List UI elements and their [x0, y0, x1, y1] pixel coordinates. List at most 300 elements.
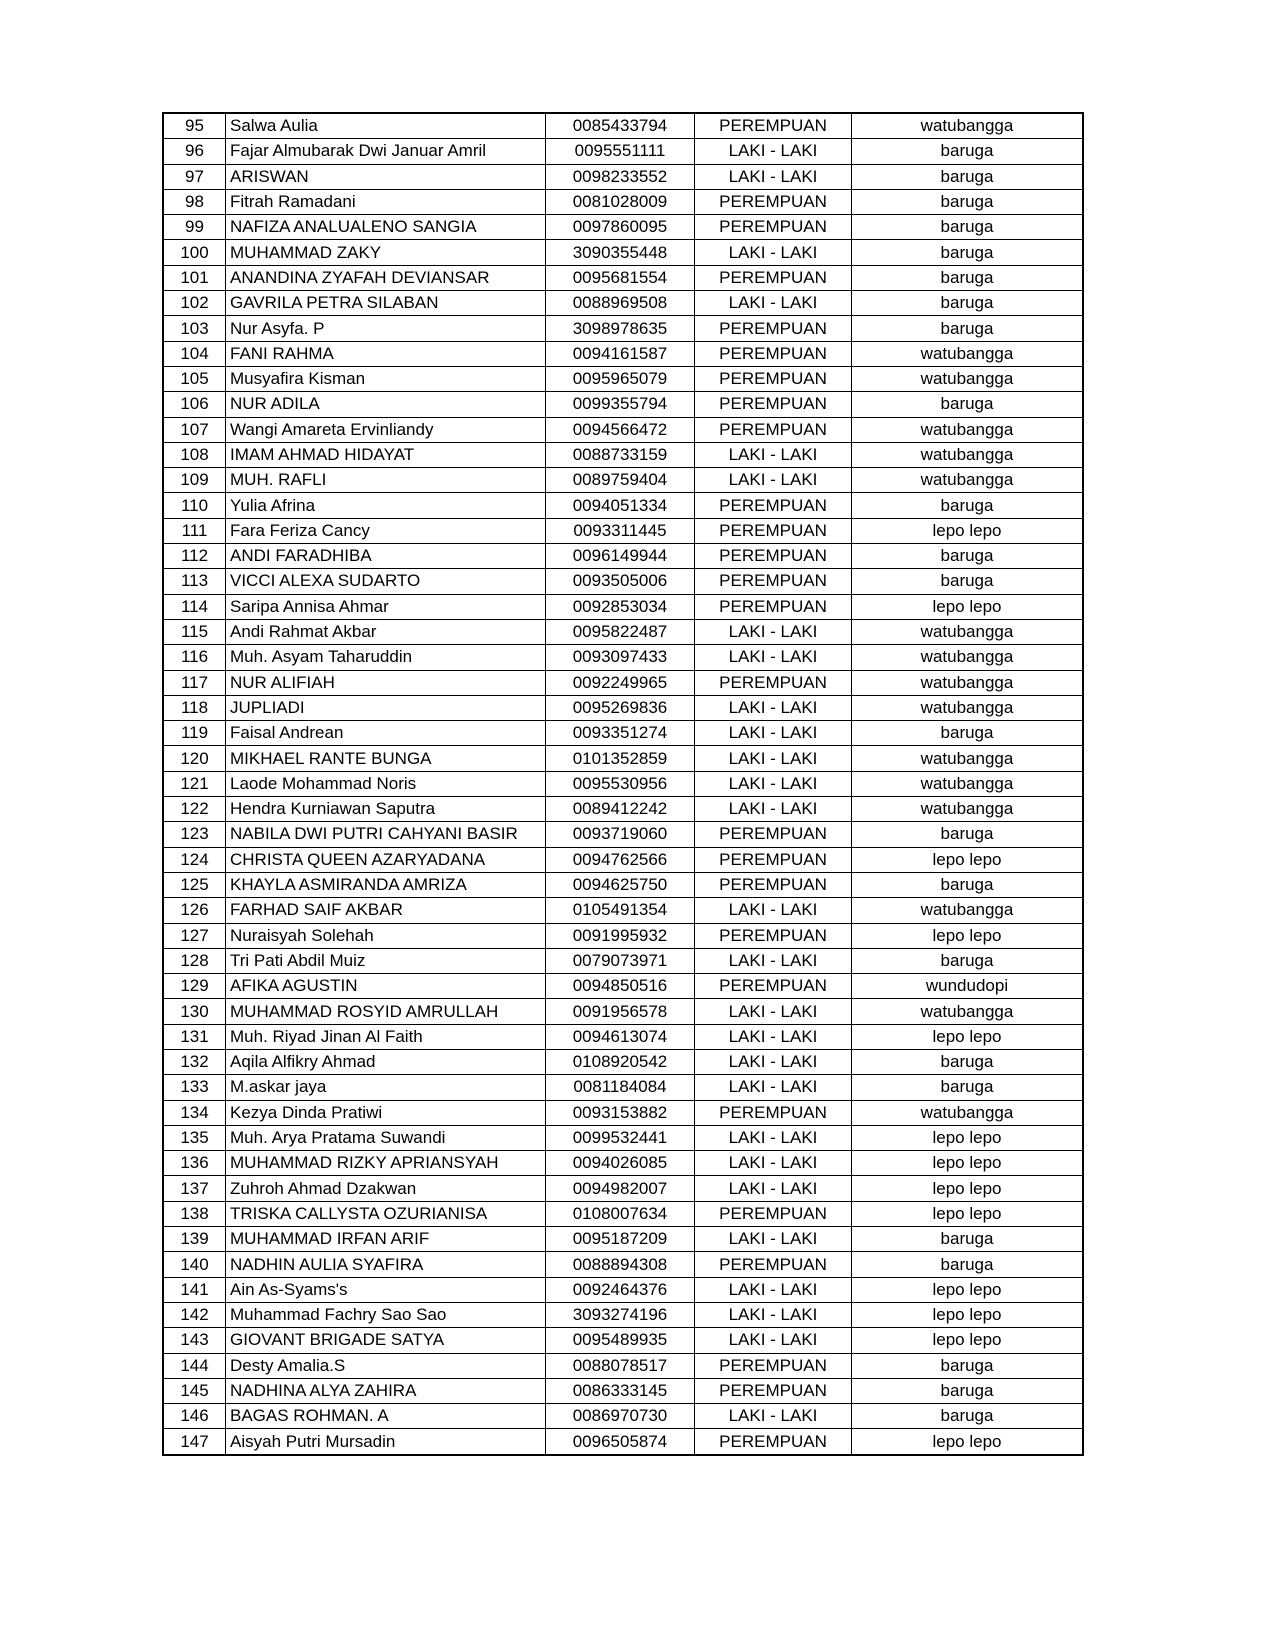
student-name-cell: Fitrah Ramadani: [226, 189, 546, 214]
student-name-cell: KHAYLA ASMIRANDA AMRIZA: [226, 872, 546, 897]
table-row: [163, 1429, 1083, 1455]
row-number-cell: 99: [163, 215, 226, 240]
village-cell: baruga: [852, 291, 1084, 316]
student-name-cell: GIOVANT BRIGADE SATYA: [226, 1328, 546, 1353]
nisn-cell: 0093505006: [546, 569, 695, 594]
row-number-cell: 100: [163, 240, 226, 265]
nisn-cell: 0099355794: [546, 392, 695, 417]
village-cell: lepo lepo: [852, 1151, 1084, 1176]
gender-cell: LAKI - LAKI: [695, 999, 852, 1024]
table-row: [163, 948, 1083, 973]
row-number-cell: 119: [163, 721, 226, 746]
student-name-cell: Tri Pati Abdil Muiz: [226, 948, 546, 973]
student-name-cell: MUHAMMAD IRFAN ARIF: [226, 1227, 546, 1252]
student-name-cell: MUH. RAFLI: [226, 468, 546, 493]
student-name-cell: NUR ALIFIAH: [226, 670, 546, 695]
gender-cell: PEREMPUAN: [695, 1353, 852, 1378]
gender-cell: LAKI - LAKI: [695, 898, 852, 923]
gender-cell: PEREMPUAN: [695, 265, 852, 290]
table-row: [163, 316, 1083, 341]
table-row: [163, 721, 1083, 746]
row-number-cell: 129: [163, 974, 226, 999]
table-row: [163, 695, 1083, 720]
village-cell: baruga: [852, 215, 1084, 240]
village-cell: lepo lepo: [852, 923, 1084, 948]
student-name-cell: Laode Mohammad Noris: [226, 771, 546, 796]
nisn-cell: 0096149944: [546, 544, 695, 569]
village-cell: baruga: [852, 872, 1084, 897]
row-number-cell: 126: [163, 898, 226, 923]
student-name-cell: VICCI ALEXA SUDARTO: [226, 569, 546, 594]
table-row: [163, 670, 1083, 695]
row-number-cell: 116: [163, 645, 226, 670]
row-number-cell: 104: [163, 341, 226, 366]
table-row: [163, 392, 1083, 417]
student-name-cell: ANANDINA ZYAFAH DEVIANSAR: [226, 265, 546, 290]
gender-cell: PEREMPUAN: [695, 1100, 852, 1125]
student-name-cell: Yulia Afrina: [226, 493, 546, 518]
gender-cell: PEREMPUAN: [695, 1429, 852, 1455]
gender-cell: PEREMPUAN: [695, 366, 852, 391]
student-name-cell: Saripa Annisa Ahmar: [226, 594, 546, 619]
table-row: [163, 1201, 1083, 1226]
nisn-cell: 0086970730: [546, 1404, 695, 1429]
village-cell: lepo lepo: [852, 1125, 1084, 1150]
gender-cell: PEREMPUAN: [695, 670, 852, 695]
village-cell: baruga: [852, 265, 1084, 290]
student-name-cell: MUHAMMAD RIZKY APRIANSYAH: [226, 1151, 546, 1176]
nisn-cell: 0089759404: [546, 468, 695, 493]
row-number-cell: 143: [163, 1328, 226, 1353]
village-cell: lepo lepo: [852, 847, 1084, 872]
table-row: [163, 1353, 1083, 1378]
nisn-cell: 0093351274: [546, 721, 695, 746]
village-cell: wundudopi: [852, 974, 1084, 999]
table-row: [163, 189, 1083, 214]
gender-cell: LAKI - LAKI: [695, 164, 852, 189]
gender-cell: LAKI - LAKI: [695, 1024, 852, 1049]
student-name-cell: NABILA DWI PUTRI CAHYANI BASIR: [226, 822, 546, 847]
nisn-cell: 0093153882: [546, 1100, 695, 1125]
nisn-cell: 0093097433: [546, 645, 695, 670]
nisn-cell: 0094613074: [546, 1024, 695, 1049]
nisn-cell: 0108007634: [546, 1201, 695, 1226]
row-number-cell: 95: [163, 113, 226, 139]
student-name-cell: Wangi Amareta Ervinliandy: [226, 417, 546, 442]
table-row: [163, 569, 1083, 594]
table-row: [163, 1328, 1083, 1353]
student-name-cell: Muh. Riyad Jinan Al Faith: [226, 1024, 546, 1049]
gender-cell: LAKI - LAKI: [695, 746, 852, 771]
village-cell: lepo lepo: [852, 1328, 1084, 1353]
village-cell: baruga: [852, 822, 1084, 847]
row-number-cell: 141: [163, 1277, 226, 1302]
row-number-cell: 105: [163, 366, 226, 391]
gender-cell: PEREMPUAN: [695, 1252, 852, 1277]
gender-cell: LAKI - LAKI: [695, 721, 852, 746]
nisn-cell: 0095489935: [546, 1328, 695, 1353]
gender-cell: LAKI - LAKI: [695, 695, 852, 720]
nisn-cell: 3098978635: [546, 316, 695, 341]
village-cell: watubangga: [852, 695, 1084, 720]
row-number-cell: 147: [163, 1429, 226, 1455]
table-row: [163, 139, 1083, 164]
gender-cell: LAKI - LAKI: [695, 1328, 852, 1353]
student-name-cell: Salwa Aulia: [226, 113, 546, 139]
row-number-cell: 106: [163, 392, 226, 417]
row-number-cell: 122: [163, 797, 226, 822]
nisn-cell: 0088078517: [546, 1353, 695, 1378]
table-row: [163, 594, 1083, 619]
gender-cell: LAKI - LAKI: [695, 1404, 852, 1429]
gender-cell: PEREMPUAN: [695, 518, 852, 543]
table-row: [163, 240, 1083, 265]
village-cell: watubangga: [852, 797, 1084, 822]
table-row: [163, 619, 1083, 644]
table-row: [163, 645, 1083, 670]
table-row: [163, 291, 1083, 316]
table-row: [163, 1252, 1083, 1277]
gender-cell: LAKI - LAKI: [695, 442, 852, 467]
gender-cell: LAKI - LAKI: [695, 1302, 852, 1327]
village-cell: watubangga: [852, 341, 1084, 366]
village-cell: baruga: [852, 189, 1084, 214]
gender-cell: PEREMPUAN: [695, 822, 852, 847]
nisn-cell: 0099532441: [546, 1125, 695, 1150]
gender-cell: PEREMPUAN: [695, 872, 852, 897]
nisn-cell: 0092249965: [546, 670, 695, 695]
village-cell: lepo lepo: [852, 1176, 1084, 1201]
nisn-cell: 0086333145: [546, 1378, 695, 1403]
nisn-cell: 0095822487: [546, 619, 695, 644]
gender-cell: PEREMPUAN: [695, 923, 852, 948]
nisn-cell: 0092853034: [546, 594, 695, 619]
gender-cell: LAKI - LAKI: [695, 468, 852, 493]
village-cell: baruga: [852, 164, 1084, 189]
village-cell: lepo lepo: [852, 518, 1084, 543]
row-number-cell: 136: [163, 1151, 226, 1176]
village-cell: watubangga: [852, 366, 1084, 391]
nisn-cell: 0088733159: [546, 442, 695, 467]
row-number-cell: 115: [163, 619, 226, 644]
table-row: [163, 1151, 1083, 1176]
table-row: [163, 1378, 1083, 1403]
table-row: [163, 1100, 1083, 1125]
row-number-cell: 98: [163, 189, 226, 214]
row-number-cell: 130: [163, 999, 226, 1024]
village-cell: baruga: [852, 948, 1084, 973]
nisn-cell: 0097860095: [546, 215, 695, 240]
nisn-cell: 0094982007: [546, 1176, 695, 1201]
village-cell: baruga: [852, 721, 1084, 746]
village-cell: watubangga: [852, 670, 1084, 695]
table-row: [163, 113, 1083, 139]
gender-cell: PEREMPUAN: [695, 847, 852, 872]
row-number-cell: 146: [163, 1404, 226, 1429]
village-cell: lepo lepo: [852, 1277, 1084, 1302]
row-number-cell: 132: [163, 1049, 226, 1074]
nisn-cell: 0089412242: [546, 797, 695, 822]
student-name-cell: Aqila Alfikry Ahmad: [226, 1049, 546, 1074]
row-number-cell: 112: [163, 544, 226, 569]
student-name-cell: IMAM AHMAD HIDAYAT: [226, 442, 546, 467]
nisn-cell: 0098233552: [546, 164, 695, 189]
gender-cell: PEREMPUAN: [695, 417, 852, 442]
village-cell: lepo lepo: [852, 1302, 1084, 1327]
table-row: [163, 265, 1083, 290]
row-number-cell: 113: [163, 569, 226, 594]
student-name-cell: JUPLIADI: [226, 695, 546, 720]
student-name-cell: Aisyah Putri Mursadin: [226, 1429, 546, 1455]
row-number-cell: 107: [163, 417, 226, 442]
student-name-cell: BAGAS ROHMAN. A: [226, 1404, 546, 1429]
row-number-cell: 120: [163, 746, 226, 771]
gender-cell: PEREMPUAN: [695, 1201, 852, 1226]
nisn-cell: 0093719060: [546, 822, 695, 847]
village-cell: baruga: [852, 569, 1084, 594]
student-name-cell: NAFIZA ANALUALENO SANGIA: [226, 215, 546, 240]
gender-cell: PEREMPUAN: [695, 341, 852, 366]
student-name-cell: MUHAMMAD ROSYID AMRULLAH: [226, 999, 546, 1024]
table-row: [163, 923, 1083, 948]
village-cell: watubangga: [852, 113, 1084, 139]
nisn-cell: 0094762566: [546, 847, 695, 872]
student-name-cell: AFIKA AGUSTIN: [226, 974, 546, 999]
gender-cell: LAKI - LAKI: [695, 139, 852, 164]
student-name-cell: FANI RAHMA: [226, 341, 546, 366]
student-name-cell: Musyafira Kisman: [226, 366, 546, 391]
table-row: [163, 164, 1083, 189]
student-name-cell: Muh. Arya Pratama Suwandi: [226, 1125, 546, 1150]
student-name-cell: Kezya Dinda Pratiwi: [226, 1100, 546, 1125]
nisn-cell: 0095551111: [546, 139, 695, 164]
table-row: [163, 1227, 1083, 1252]
student-name-cell: Muh. Asyam Taharuddin: [226, 645, 546, 670]
row-number-cell: 103: [163, 316, 226, 341]
village-cell: baruga: [852, 240, 1084, 265]
nisn-cell: 0094051334: [546, 493, 695, 518]
row-number-cell: 108: [163, 442, 226, 467]
student-name-cell: Andi Rahmat Akbar: [226, 619, 546, 644]
table-row: [163, 442, 1083, 467]
nisn-cell: 0095530956: [546, 771, 695, 796]
student-name-cell: FARHAD SAIF AKBAR: [226, 898, 546, 923]
gender-cell: LAKI - LAKI: [695, 1075, 852, 1100]
student-name-cell: NADHINA ALYA ZAHIRA: [226, 1378, 546, 1403]
nisn-cell: 0092464376: [546, 1277, 695, 1302]
gender-cell: LAKI - LAKI: [695, 948, 852, 973]
nisn-cell: 0091995932: [546, 923, 695, 948]
row-number-cell: 125: [163, 872, 226, 897]
gender-cell: PEREMPUAN: [695, 392, 852, 417]
village-cell: lepo lepo: [852, 1429, 1084, 1455]
student-name-cell: Nuraisyah Solehah: [226, 923, 546, 948]
gender-cell: LAKI - LAKI: [695, 797, 852, 822]
gender-cell: LAKI - LAKI: [695, 645, 852, 670]
student-table: [162, 112, 1084, 1456]
table-row: [163, 1024, 1083, 1049]
table-row: [163, 366, 1083, 391]
row-number-cell: 135: [163, 1125, 226, 1150]
row-number-cell: 144: [163, 1353, 226, 1378]
table-row: [163, 215, 1083, 240]
nisn-cell: 0088969508: [546, 291, 695, 316]
student-name-cell: Fajar Almubarak Dwi Januar Amril: [226, 139, 546, 164]
student-name-cell: TRISKA CALLYSTA OZURIANISA: [226, 1201, 546, 1226]
table-row: [163, 1075, 1083, 1100]
student-name-cell: CHRISTA QUEEN AZARYADANA: [226, 847, 546, 872]
nisn-cell: 0101352859: [546, 746, 695, 771]
row-number-cell: 121: [163, 771, 226, 796]
gender-cell: LAKI - LAKI: [695, 1176, 852, 1201]
gender-cell: LAKI - LAKI: [695, 240, 852, 265]
gender-cell: PEREMPUAN: [695, 1378, 852, 1403]
student-table-body: [163, 113, 1083, 1455]
village-cell: watubangga: [852, 417, 1084, 442]
gender-cell: PEREMPUAN: [695, 594, 852, 619]
nisn-cell: 0094625750: [546, 872, 695, 897]
gender-cell: LAKI - LAKI: [695, 291, 852, 316]
student-name-cell: Hendra Kurniawan Saputra: [226, 797, 546, 822]
village-cell: lepo lepo: [852, 1201, 1084, 1226]
gender-cell: LAKI - LAKI: [695, 1277, 852, 1302]
row-number-cell: 109: [163, 468, 226, 493]
village-cell: baruga: [852, 316, 1084, 341]
village-cell: baruga: [852, 493, 1084, 518]
table-row: [163, 847, 1083, 872]
village-cell: watubangga: [852, 619, 1084, 644]
village-cell: lepo lepo: [852, 594, 1084, 619]
nisn-cell: 0085433794: [546, 113, 695, 139]
student-name-cell: MUHAMMAD ZAKY: [226, 240, 546, 265]
student-name-cell: MIKHAEL RANTE BUNGA: [226, 746, 546, 771]
village-cell: baruga: [852, 392, 1084, 417]
nisn-cell: 0095681554: [546, 265, 695, 290]
nisn-cell: 0095187209: [546, 1227, 695, 1252]
village-cell: baruga: [852, 1252, 1084, 1277]
student-name-cell: NADHIN AULIA SYAFIRA: [226, 1252, 546, 1277]
nisn-cell: 0108920542: [546, 1049, 695, 1074]
student-name-cell: ANDI FARADHIBA: [226, 544, 546, 569]
nisn-cell: 0094566472: [546, 417, 695, 442]
nisn-cell: 0095269836: [546, 695, 695, 720]
table-row: [163, 746, 1083, 771]
table-row: [163, 417, 1083, 442]
row-number-cell: 137: [163, 1176, 226, 1201]
gender-cell: LAKI - LAKI: [695, 1125, 852, 1150]
gender-cell: PEREMPUAN: [695, 113, 852, 139]
village-cell: baruga: [852, 1353, 1084, 1378]
gender-cell: PEREMPUAN: [695, 569, 852, 594]
village-cell: watubangga: [852, 442, 1084, 467]
student-name-cell: Faisal Andrean: [226, 721, 546, 746]
row-number-cell: 134: [163, 1100, 226, 1125]
table-row: [163, 974, 1083, 999]
nisn-cell: 0093311445: [546, 518, 695, 543]
row-number-cell: 142: [163, 1302, 226, 1327]
table-row: [163, 1404, 1083, 1429]
gender-cell: LAKI - LAKI: [695, 619, 852, 644]
table-row: [163, 544, 1083, 569]
nisn-cell: 0095965079: [546, 366, 695, 391]
student-name-cell: Fara Feriza Cancy: [226, 518, 546, 543]
table-row: [163, 1277, 1083, 1302]
table-row: [163, 1302, 1083, 1327]
table-row: [163, 898, 1083, 923]
row-number-cell: 128: [163, 948, 226, 973]
table-row: [163, 797, 1083, 822]
table-row: [163, 1125, 1083, 1150]
village-cell: baruga: [852, 1378, 1084, 1403]
table-row: [163, 341, 1083, 366]
table-row: [163, 822, 1083, 847]
row-number-cell: 110: [163, 493, 226, 518]
village-cell: watubangga: [852, 468, 1084, 493]
village-cell: watubangga: [852, 771, 1084, 796]
row-number-cell: 127: [163, 923, 226, 948]
student-name-cell: Ain As-Syams's: [226, 1277, 546, 1302]
table-row: [163, 518, 1083, 543]
gender-cell: PEREMPUAN: [695, 974, 852, 999]
row-number-cell: 102: [163, 291, 226, 316]
village-cell: lepo lepo: [852, 1024, 1084, 1049]
village-cell: watubangga: [852, 645, 1084, 670]
nisn-cell: 3090355448: [546, 240, 695, 265]
nisn-cell: 0081028009: [546, 189, 695, 214]
row-number-cell: 133: [163, 1075, 226, 1100]
table-row: [163, 1049, 1083, 1074]
row-number-cell: 96: [163, 139, 226, 164]
nisn-cell: 3093274196: [546, 1302, 695, 1327]
gender-cell: PEREMPUAN: [695, 493, 852, 518]
row-number-cell: 114: [163, 594, 226, 619]
student-name-cell: Muhammad Fachry Sao Sao: [226, 1302, 546, 1327]
row-number-cell: 124: [163, 847, 226, 872]
nisn-cell: 0088894308: [546, 1252, 695, 1277]
nisn-cell: 0079073971: [546, 948, 695, 973]
student-name-cell: GAVRILA PETRA SILABAN: [226, 291, 546, 316]
student-name-cell: NUR ADILA: [226, 392, 546, 417]
row-number-cell: 117: [163, 670, 226, 695]
gender-cell: PEREMPUAN: [695, 316, 852, 341]
nisn-cell: 0096505874: [546, 1429, 695, 1455]
nisn-cell: 0081184084: [546, 1075, 695, 1100]
row-number-cell: 111: [163, 518, 226, 543]
row-number-cell: 131: [163, 1024, 226, 1049]
village-cell: watubangga: [852, 999, 1084, 1024]
gender-cell: PEREMPUAN: [695, 215, 852, 240]
row-number-cell: 139: [163, 1227, 226, 1252]
village-cell: baruga: [852, 139, 1084, 164]
student-name-cell: Desty Amalia.S: [226, 1353, 546, 1378]
row-number-cell: 138: [163, 1201, 226, 1226]
gender-cell: LAKI - LAKI: [695, 1049, 852, 1074]
nisn-cell: 0094026085: [546, 1151, 695, 1176]
village-cell: watubangga: [852, 746, 1084, 771]
gender-cell: LAKI - LAKI: [695, 1227, 852, 1252]
nisn-cell: 0105491354: [546, 898, 695, 923]
gender-cell: PEREMPUAN: [695, 544, 852, 569]
row-number-cell: 123: [163, 822, 226, 847]
student-name-cell: M.askar jaya: [226, 1075, 546, 1100]
village-cell: baruga: [852, 544, 1084, 569]
gender-cell: LAKI - LAKI: [695, 771, 852, 796]
village-cell: baruga: [852, 1404, 1084, 1429]
village-cell: watubangga: [852, 1100, 1084, 1125]
table-row: [163, 468, 1083, 493]
village-cell: baruga: [852, 1049, 1084, 1074]
row-number-cell: 145: [163, 1378, 226, 1403]
